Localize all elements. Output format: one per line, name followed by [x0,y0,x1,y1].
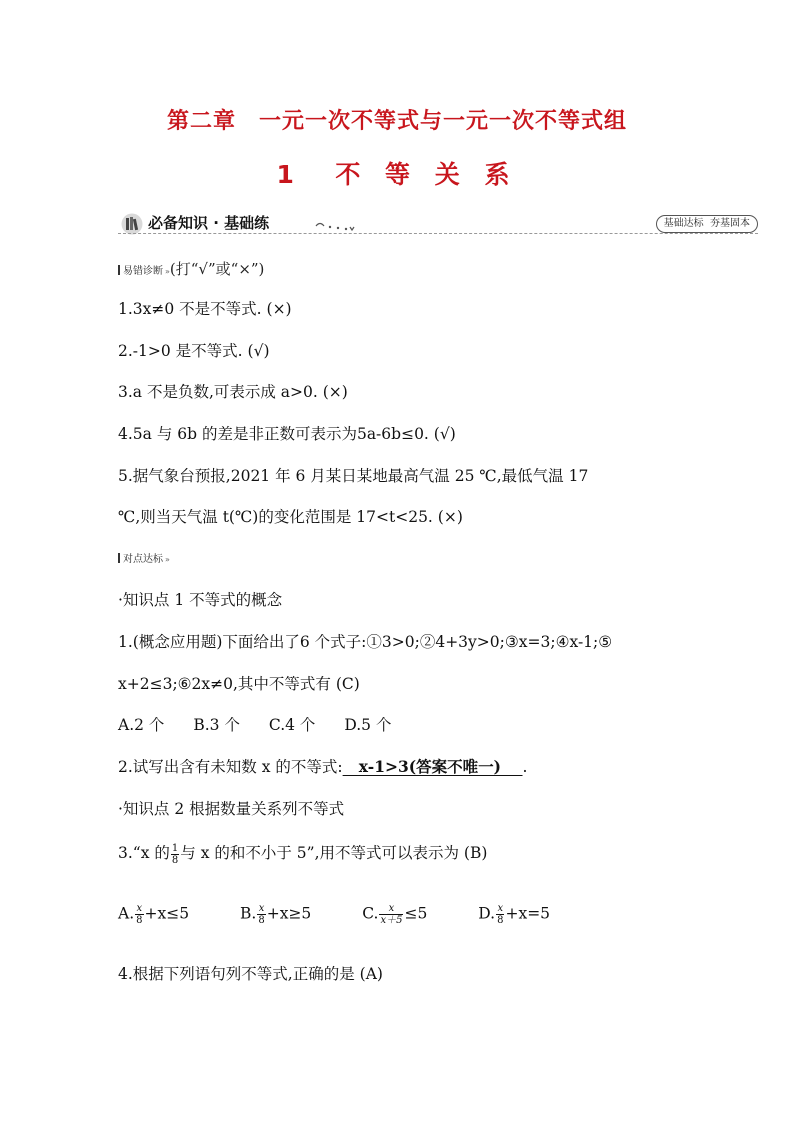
dots-decoration-icon [314,219,356,233]
answer-blank: x-1>3(答案不唯一) [342,757,523,776]
choice-d: D.5 个 [344,716,392,734]
fraction: $\frac{1}{8}$ [171,842,179,866]
question-1-line-1: 1.(概念应用题)下面给出了6 个式子:①3>0;②4+3y>0;③x=3;④x-1;⑤ [118,633,613,651]
books-icon [120,213,144,235]
knowledge-point-2: ·知识点 2 根据数量关系列不等式 [118,800,345,818]
choice-a: A.2 个 [118,716,165,734]
diagnosis-item-1: 1.3x≠0 不是不等式. (×) [118,300,292,318]
question-1-line-2: x+2≤3;⑥2x≠0,其中不等式有 (C) [118,675,360,693]
diagnosis-item-5-cont: ℃,则当天气温 t(℃)的变化范围是 17<t<25. (×) [118,508,463,526]
diagnosis-item-2: 2.-1>0 是不等式. (√) [118,342,270,360]
knowledge-point-1: ·知识点 1 不等式的概念 [118,591,283,609]
question-4: 4.根据下列语句列不等式,正确的是 (A) [118,965,383,983]
section-title: 1 不 等 关 系 [276,160,518,189]
choice-c: C. $\frac{x}{x+5}$ ≤5 [362,903,428,926]
question-3: 3.“x 的 $\frac{1}{8}$ 与 x 的和不小于 5”,用不等式可以表示为 (B) [118,842,488,866]
diagnosis-item-3: 3.a 不是负数,可表示成 a>0. (×) [118,383,348,401]
choice-c: C.4 个 [268,716,316,734]
choice-a: A. $\frac{x}{8}$ +x≤5 [118,903,190,926]
tag-diagnosis: 易错诊断 »(打“√”或“×”) [118,258,264,279]
question-1-choices [118,713,415,735]
banner-divider [118,233,758,234]
level-badge: 基础达标 夯基固本 [656,215,758,233]
chevron-icon: » [165,267,170,276]
banner-title: 必备知识 · 基础练 [148,214,270,232]
tag-practice: 对点达标 » [118,550,170,565]
diagnosis-item-5: 5.据气象台预报,2021 年 6 月某日某地最高气温 25 ℃,最低气温 17 [118,467,589,485]
question-2: 2.试写出含有未知数 x 的不等式: x-1>3(答案不唯一) . [118,757,528,776]
diagnosis-item-4: 4.5a 与 6b 的差是非正数可表示为5a-6b≤0. (√) [118,425,456,443]
question-3-choices [118,903,574,926]
choice-b: B. $\frac{x}{8}$ +x≥5 [240,903,312,926]
choice-b: B.3 个 [193,716,240,734]
chapter-title: 第二章 一元一次不等式与一元一次不等式组 [166,109,627,134]
chevron-icon: » [165,555,170,564]
choice-d: D. $\frac{x}{8}$ +x=5 [478,903,551,926]
